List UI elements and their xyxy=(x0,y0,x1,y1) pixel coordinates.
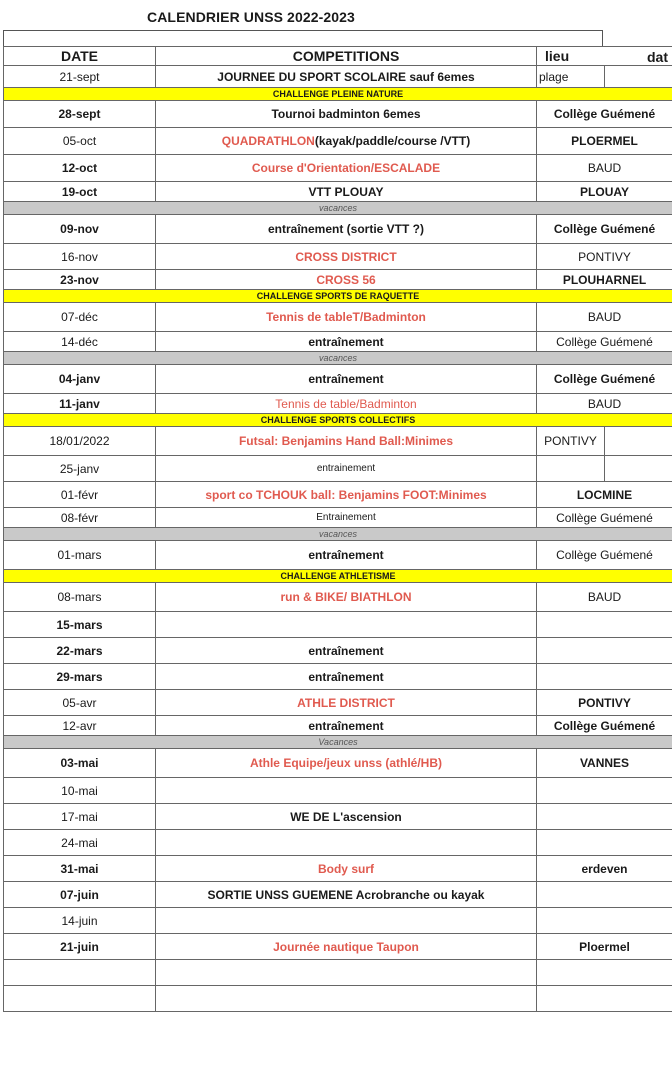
competition-text: CROSS DISTRICT xyxy=(295,249,397,264)
competition-text: entraînement xyxy=(308,548,384,562)
competition-cell xyxy=(156,986,537,1011)
competition-text: WE DE L'ascension xyxy=(290,809,402,824)
header-competitions: COMPETITIONS xyxy=(156,47,537,65)
header-date: DATE xyxy=(3,47,156,65)
competition-cell xyxy=(156,664,537,689)
competition-cell xyxy=(156,508,537,527)
competition-cell xyxy=(156,101,537,127)
competition-text: Tournoi badminton 6emes xyxy=(271,107,421,121)
date-cell: 25-janv xyxy=(3,456,156,481)
table-row xyxy=(3,303,672,332)
vacances-band: vacances xyxy=(3,528,672,541)
lieu-cell: Collège Guémené xyxy=(556,548,653,562)
competition-cell xyxy=(156,456,537,481)
table-row xyxy=(3,244,672,270)
competition-cell xyxy=(156,749,537,777)
lieu-cell: erdeven xyxy=(581,861,628,876)
lieu-cell: BAUD xyxy=(587,161,622,175)
date-cell xyxy=(3,986,156,1011)
table-row xyxy=(3,365,672,394)
table-row xyxy=(3,182,672,202)
table-row xyxy=(3,128,672,155)
date-cell: 21-sept xyxy=(3,66,156,87)
date-cell: 08-févr xyxy=(3,508,156,527)
table-row xyxy=(3,482,672,508)
competition-text-part: (kayak/paddle/course /VTT) xyxy=(314,134,471,148)
table-row xyxy=(3,456,672,482)
table-row xyxy=(3,394,672,414)
competition-cell xyxy=(156,270,537,289)
lieu-cell: plage xyxy=(537,66,605,87)
header-extra: dat xyxy=(647,49,668,65)
competition-text: Tennis de tableT/Badminton xyxy=(266,310,426,324)
date-cell: 31-mai xyxy=(3,856,156,881)
competition-cell xyxy=(156,716,537,735)
competition-cell xyxy=(156,830,537,855)
lieu-cell: Collège Guémené xyxy=(553,107,656,121)
date-cell xyxy=(3,960,156,985)
table-body xyxy=(3,66,672,1012)
competition-cell xyxy=(156,155,537,181)
lieu-cell: Collège Guémené xyxy=(556,334,653,349)
table-row xyxy=(3,638,672,664)
title-box xyxy=(3,30,603,46)
table-row xyxy=(3,508,672,528)
date-cell: 16-nov xyxy=(3,244,156,269)
competition-text: Journée nautique Taupon xyxy=(273,939,419,954)
table-row xyxy=(3,332,672,352)
date-cell: 05-avr xyxy=(3,690,156,715)
lieu-cell xyxy=(537,830,672,855)
lieu-cell xyxy=(537,664,672,689)
page-title: CALENDRIER UNSS 2022-2023 xyxy=(147,9,355,25)
table-row xyxy=(3,583,672,612)
lieu-cell: VANNES xyxy=(579,756,630,770)
lieu-cell: LOCMINE xyxy=(576,487,633,502)
competition-cell xyxy=(156,638,537,663)
challenge-band: CHALLENGE SPORTS DE RAQUETTE xyxy=(3,290,672,303)
lieu-cell: PLOERMEL xyxy=(571,134,638,148)
table-row xyxy=(3,66,672,88)
lieu-cell: Collège Guémené xyxy=(553,718,656,733)
competition-cell xyxy=(156,960,537,985)
date-cell: 19-oct xyxy=(3,182,156,201)
date-cell: 03-mai xyxy=(3,749,156,777)
challenge-band: CHALLENGE SPORTS COLLECTIFS xyxy=(3,414,672,427)
competition-text: Tennis de table/Badminton xyxy=(275,396,417,411)
date-cell: 18/01/2022 xyxy=(3,427,156,455)
table-row xyxy=(3,690,672,716)
table-row xyxy=(3,778,672,804)
date-cell: 21-juin xyxy=(3,934,156,959)
lieu-cell: Collège Guémené xyxy=(556,510,653,525)
vacances-band: Vacances xyxy=(3,736,672,749)
lieu-cell xyxy=(537,908,672,933)
competition-text: CROSS 56 xyxy=(316,272,376,287)
lieu-cell xyxy=(537,778,672,803)
table-row xyxy=(3,986,672,1012)
competition-text: entraînement xyxy=(308,718,384,733)
date-cell: 01-mars xyxy=(3,541,156,569)
competition-cell xyxy=(156,182,537,201)
table-row xyxy=(3,882,672,908)
table-row xyxy=(3,856,672,882)
competition-cell xyxy=(156,856,537,881)
competition-cell xyxy=(156,482,537,507)
competition-cell xyxy=(156,541,537,569)
competition-text: run & BIKE/ BIATHLON xyxy=(280,590,412,604)
lieu-cell xyxy=(537,804,672,829)
table-row xyxy=(3,612,672,638)
table-row xyxy=(3,155,672,182)
table-row xyxy=(3,541,672,570)
date-cell: 04-janv xyxy=(3,365,156,393)
lieu-cell: PLOUHARNEL xyxy=(562,272,647,287)
table-row xyxy=(3,960,672,986)
competition-cell xyxy=(156,303,537,331)
competition-text: JOURNEE DU SPORT SCOLAIRE sauf 6emes xyxy=(217,69,475,84)
date-cell: 05-oct xyxy=(3,128,156,154)
competition-cell xyxy=(156,934,537,959)
date-cell: 07-juin xyxy=(3,882,156,907)
competition-text: entraînement (sortie VTT ?) xyxy=(267,222,425,236)
competition-text: Athle Equipe/jeux unss (athlé/HB) xyxy=(249,756,443,770)
lieu-cell: PONTIVY xyxy=(537,427,605,455)
lieu-cell xyxy=(537,612,672,637)
challenge-band: CHALLENGE ATHLETISME xyxy=(3,570,672,583)
lieu-cell: BAUD xyxy=(587,590,622,604)
date-cell: 12-avr xyxy=(3,716,156,735)
lieu-cell: BAUD xyxy=(587,396,622,411)
lieu-cell: BAUD xyxy=(587,310,622,324)
vacances-band: vacances xyxy=(3,202,672,215)
lieu-cell: PONTIVY xyxy=(578,249,631,264)
competition-text: entraînement xyxy=(308,334,384,349)
competition-text: VTT PLOUAY xyxy=(308,184,384,199)
header-lieu-label: lieu xyxy=(545,48,570,64)
date-cell: 09-nov xyxy=(3,215,156,243)
date-cell: 28-sept xyxy=(3,101,156,127)
competition-text: entraînement xyxy=(308,643,384,658)
table-row xyxy=(3,664,672,690)
lieu-cell: PONTIVY xyxy=(578,695,631,710)
competition-cell xyxy=(156,128,537,154)
competition-text-part: QUADRATHLON xyxy=(221,134,315,148)
competition-text: Course d'Orientation/ESCALADE xyxy=(251,161,441,175)
lieu-cell xyxy=(537,882,672,907)
competition-text: Entrainement xyxy=(316,512,376,523)
table-row xyxy=(3,427,672,456)
competition-cell xyxy=(156,66,537,87)
date-cell: 22-mars xyxy=(3,638,156,663)
table-row xyxy=(3,716,672,736)
date-cell: 01-févr xyxy=(3,482,156,507)
competition-text: ATHLE DISTRICT xyxy=(297,695,395,710)
competition-text: entraînement xyxy=(308,669,384,684)
date-cell: 14-juin xyxy=(3,908,156,933)
table-row xyxy=(3,804,672,830)
table-row xyxy=(3,215,672,244)
competition-text: entrainement xyxy=(316,463,376,474)
lieu-cell xyxy=(537,456,605,481)
lieu-cell: Collège Guémené xyxy=(553,372,656,386)
competition-cell xyxy=(156,690,537,715)
table-row xyxy=(3,270,672,290)
competition-text: sport co TCHOUK ball: Benjamins FOOT:Minimes xyxy=(205,487,487,502)
competition-cell xyxy=(156,244,537,269)
table-row xyxy=(3,908,672,934)
competition-cell xyxy=(156,612,537,637)
date-cell: 14-déc xyxy=(3,332,156,351)
header-lieu xyxy=(537,47,672,65)
date-cell: 23-nov xyxy=(3,270,156,289)
lieu-cell xyxy=(537,986,672,1011)
competition-cell xyxy=(156,908,537,933)
competition-cell xyxy=(156,215,537,243)
lieu-cell: Ploermel xyxy=(579,939,630,954)
date-cell: 24-mai xyxy=(3,830,156,855)
lieu-cell: PLOUAY xyxy=(580,184,629,199)
competition-cell xyxy=(156,583,537,611)
competition-cell xyxy=(156,394,537,413)
lieu-cell xyxy=(537,638,672,663)
calendar-table xyxy=(3,46,672,1012)
competition-cell xyxy=(156,427,537,455)
competition-cell xyxy=(156,332,537,351)
challenge-band: CHALLENGE PLEINE NATURE xyxy=(3,88,672,101)
competition-cell xyxy=(156,778,537,803)
table-row xyxy=(3,749,672,778)
competition-cell xyxy=(156,804,537,829)
table-row xyxy=(3,934,672,960)
competition-text: SORTIE UNSS GUEMENE Acrobranche ou kayak xyxy=(207,887,485,902)
date-cell: 15-mars xyxy=(3,612,156,637)
competition-cell xyxy=(156,882,537,907)
date-cell: 12-oct xyxy=(3,155,156,181)
date-cell: 17-mai xyxy=(3,804,156,829)
competition-text: Futsal: Benjamins Hand Ball:Minimes xyxy=(238,434,454,448)
date-cell: 08-mars xyxy=(3,583,156,611)
lieu-cell: Collège Guémené xyxy=(553,222,656,236)
date-cell: 10-mai xyxy=(3,778,156,803)
vacances-band: vacances xyxy=(3,352,672,365)
date-cell: 07-déc xyxy=(3,303,156,331)
date-cell: 11-janv xyxy=(3,394,156,413)
competition-text: entraînement xyxy=(308,372,384,386)
date-cell: 29-mars xyxy=(3,664,156,689)
table-header xyxy=(3,46,672,66)
lieu-cell xyxy=(537,960,672,985)
table-row xyxy=(3,830,672,856)
table-row xyxy=(3,101,672,128)
competition-text: Body surf xyxy=(317,861,374,876)
competition-cell xyxy=(156,365,537,393)
